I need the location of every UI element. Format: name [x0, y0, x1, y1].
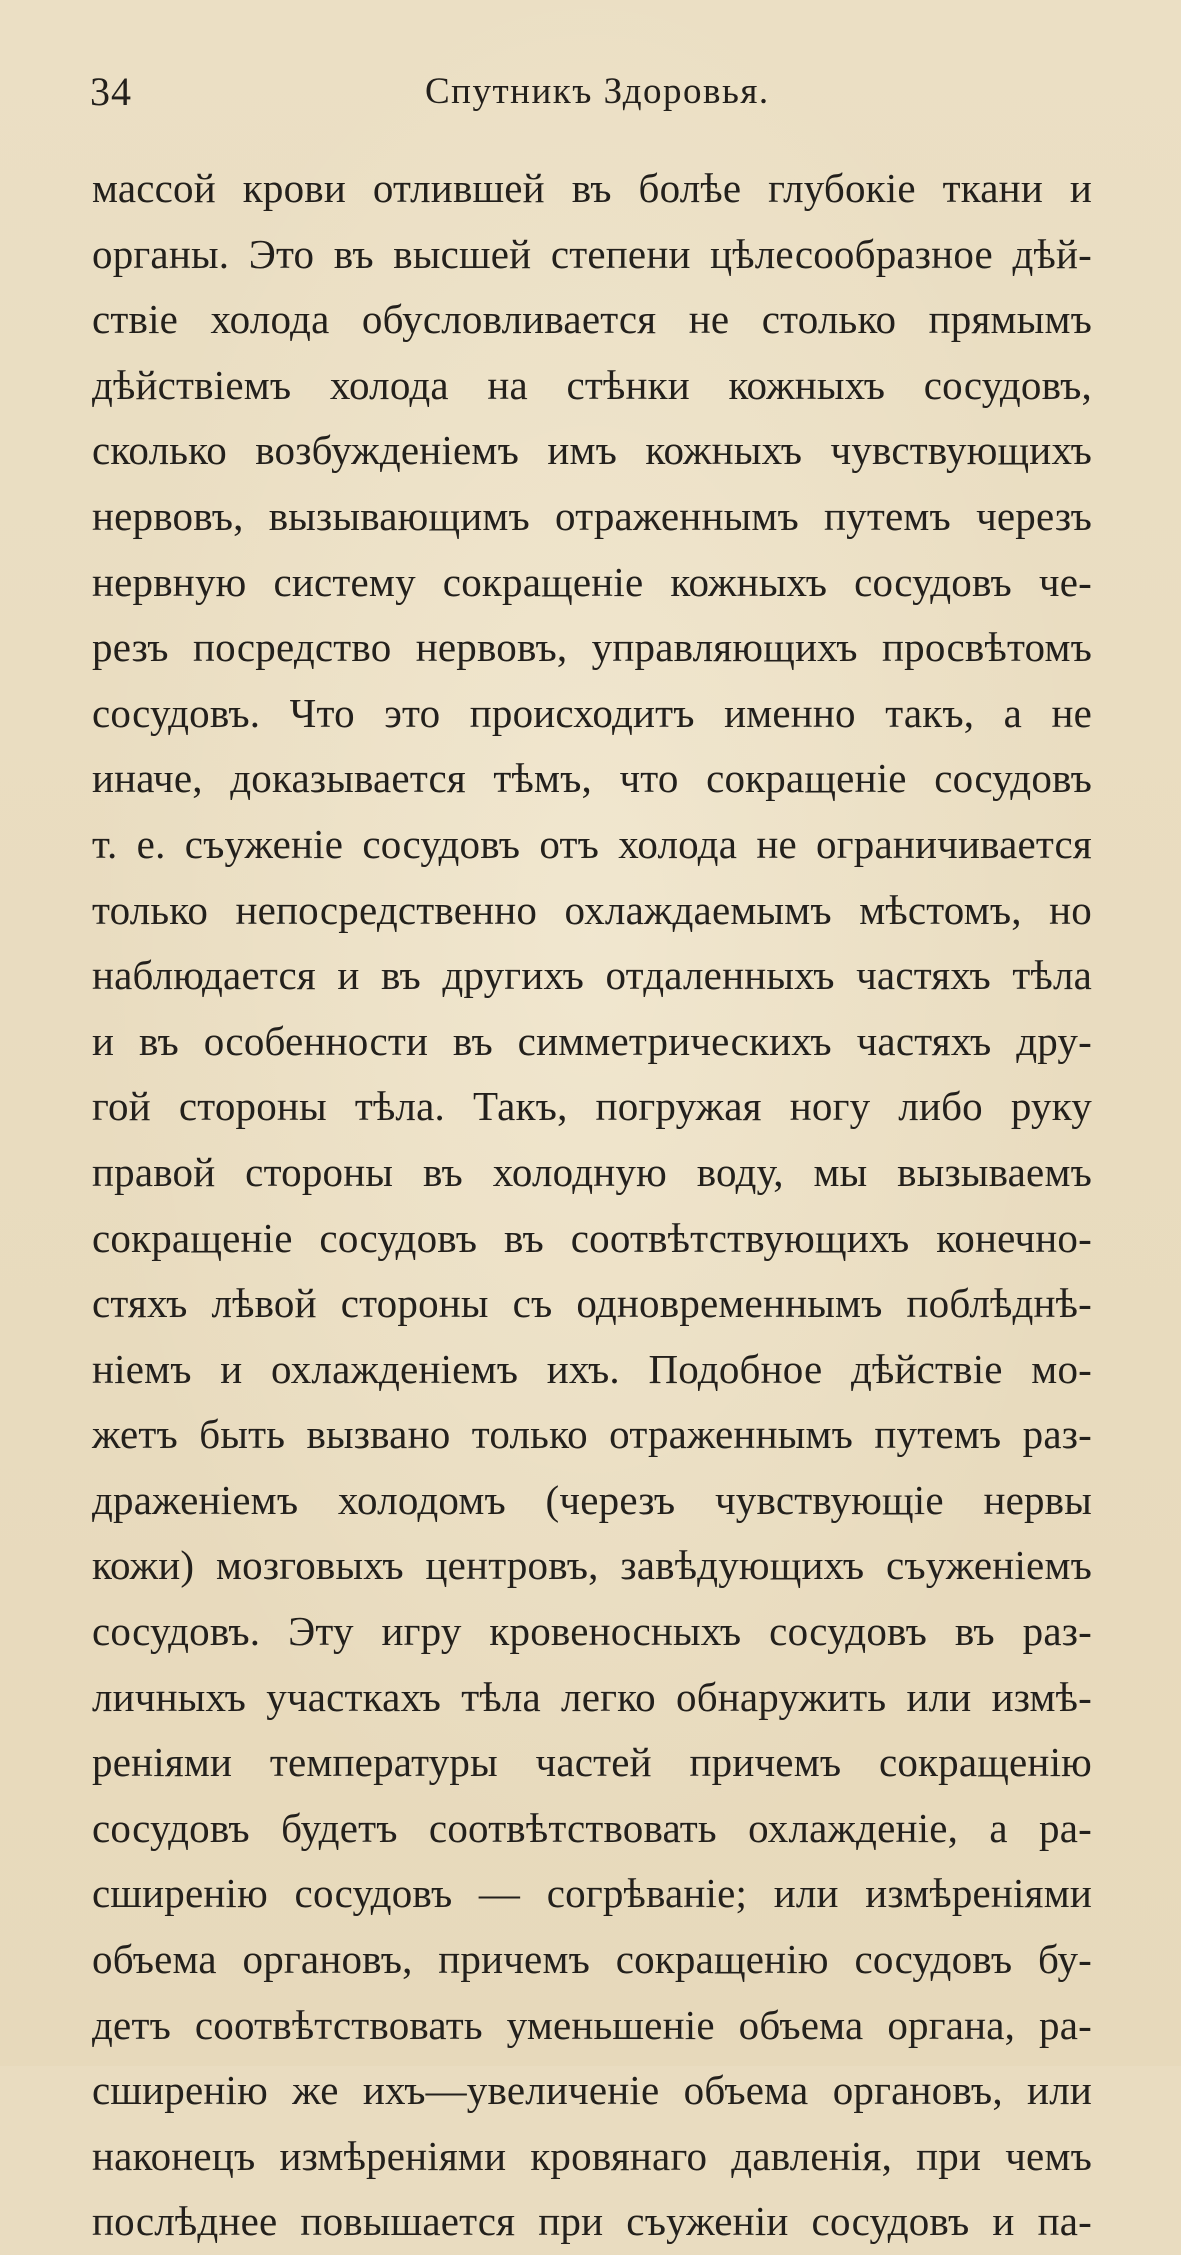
text-line: сширенію сосудовъ — согрѣваніе; или измѣреніями [92, 1870, 1092, 1917]
text-line: дѣйствіемъ холода на стѣнки кожныхъ сосудовъ, [92, 361, 1092, 408]
text-line: детъ соотвѣтствовать уменьшеніе объема органа, ра- [92, 2001, 1092, 2048]
text-line: иначе, доказывается тѣмъ, что сокращеніе сосудовъ [92, 755, 1092, 802]
body-text [92, 156, 1092, 2255]
page-number: 34 [90, 69, 132, 114]
text-line: нервную систему сокращеніе кожныхъ сосудовъ че- [92, 558, 1092, 605]
text-line: гой стороны тѣла. Такъ, погружая ногу либо руку [92, 1083, 1092, 1130]
text-line: и въ особенности въ симметрическихъ частяхъ дру- [92, 1017, 1092, 1064]
text-line: реніями температуры частей причемъ сокращенію [92, 1739, 1092, 1786]
text-line: сокращеніе сосудовъ въ соотвѣтствующихъ конечно- [92, 1214, 1092, 1261]
text-line: кожи) мозговыхъ центровъ, завѣдующихъ съуженіемъ [92, 1542, 1092, 1589]
text-line: наблюдается и въ другихъ отдаленныхъ частяхъ тѣла [92, 952, 1092, 999]
text-line: т. е. съуженіе сосудовъ отъ холода не ограничивается [92, 820, 1092, 867]
text-line: сколько возбужденіемъ имъ кожныхъ чувствующихъ [92, 427, 1092, 474]
text-line: жетъ быть вызвано только отраженнымъ путемъ раз- [92, 1411, 1092, 1458]
text-line: драженіемъ холодомъ (черезъ чувствующіе нервы [92, 1476, 1092, 1523]
text-line: сосудовъ будетъ соотвѣтствовать охлажденіе, а ра- [92, 1804, 1092, 1851]
text-line: наконецъ измѣреніями кровянаго давленія, при чемъ [92, 2132, 1092, 2179]
text-line: органы. Это въ высшей степени цѣлесообразное дѣй- [92, 230, 1092, 277]
text-line: правой стороны въ холодную воду, мы вызываемъ [92, 1148, 1092, 1195]
text-line: массой крови отлившей въ болѣе глубокіе ткани и [92, 165, 1092, 211]
text-line: резъ посредство нервовъ, управляющихъ просвѣтомъ [92, 624, 1092, 671]
text-line: только непосредственно охлаждаемымъ мѣстомъ, но [92, 886, 1092, 933]
text-line: ніемъ и охлажденіемъ ихъ. Подобное дѣйствіе мо- [92, 1345, 1092, 1392]
text-line: сосудовъ. Что это происходитъ именно такъ, а не [92, 689, 1092, 736]
page-header [90, 62, 1090, 122]
text-line: личныхъ участкахъ тѣла легко обнаружить или измѣ- [92, 1673, 1092, 1720]
text-line: стяхъ лѣвой стороны съ одновременнымъ поблѣднѣ- [92, 1280, 1092, 1327]
text-line: нервовъ, вызывающимъ отраженнымъ путемъ черезъ [92, 492, 1092, 539]
text-line: сширенію же ихъ—увеличеніе объема органовъ, или [92, 2067, 1092, 2114]
text-line: послѣднее повышается при съуженіи сосудовъ и па- [92, 2198, 1092, 2245]
text-line: сосудовъ. Эту игру кровеносныхъ сосудовъ въ раз- [92, 1608, 1092, 1655]
running-title: Спутникъ Здоровья. [425, 71, 770, 112]
text-line: объема органовъ, причемъ сокращенію сосудовъ бу- [92, 1936, 1092, 1983]
text-line: ствіе холода обусловливается не столько прямымъ [92, 296, 1092, 343]
